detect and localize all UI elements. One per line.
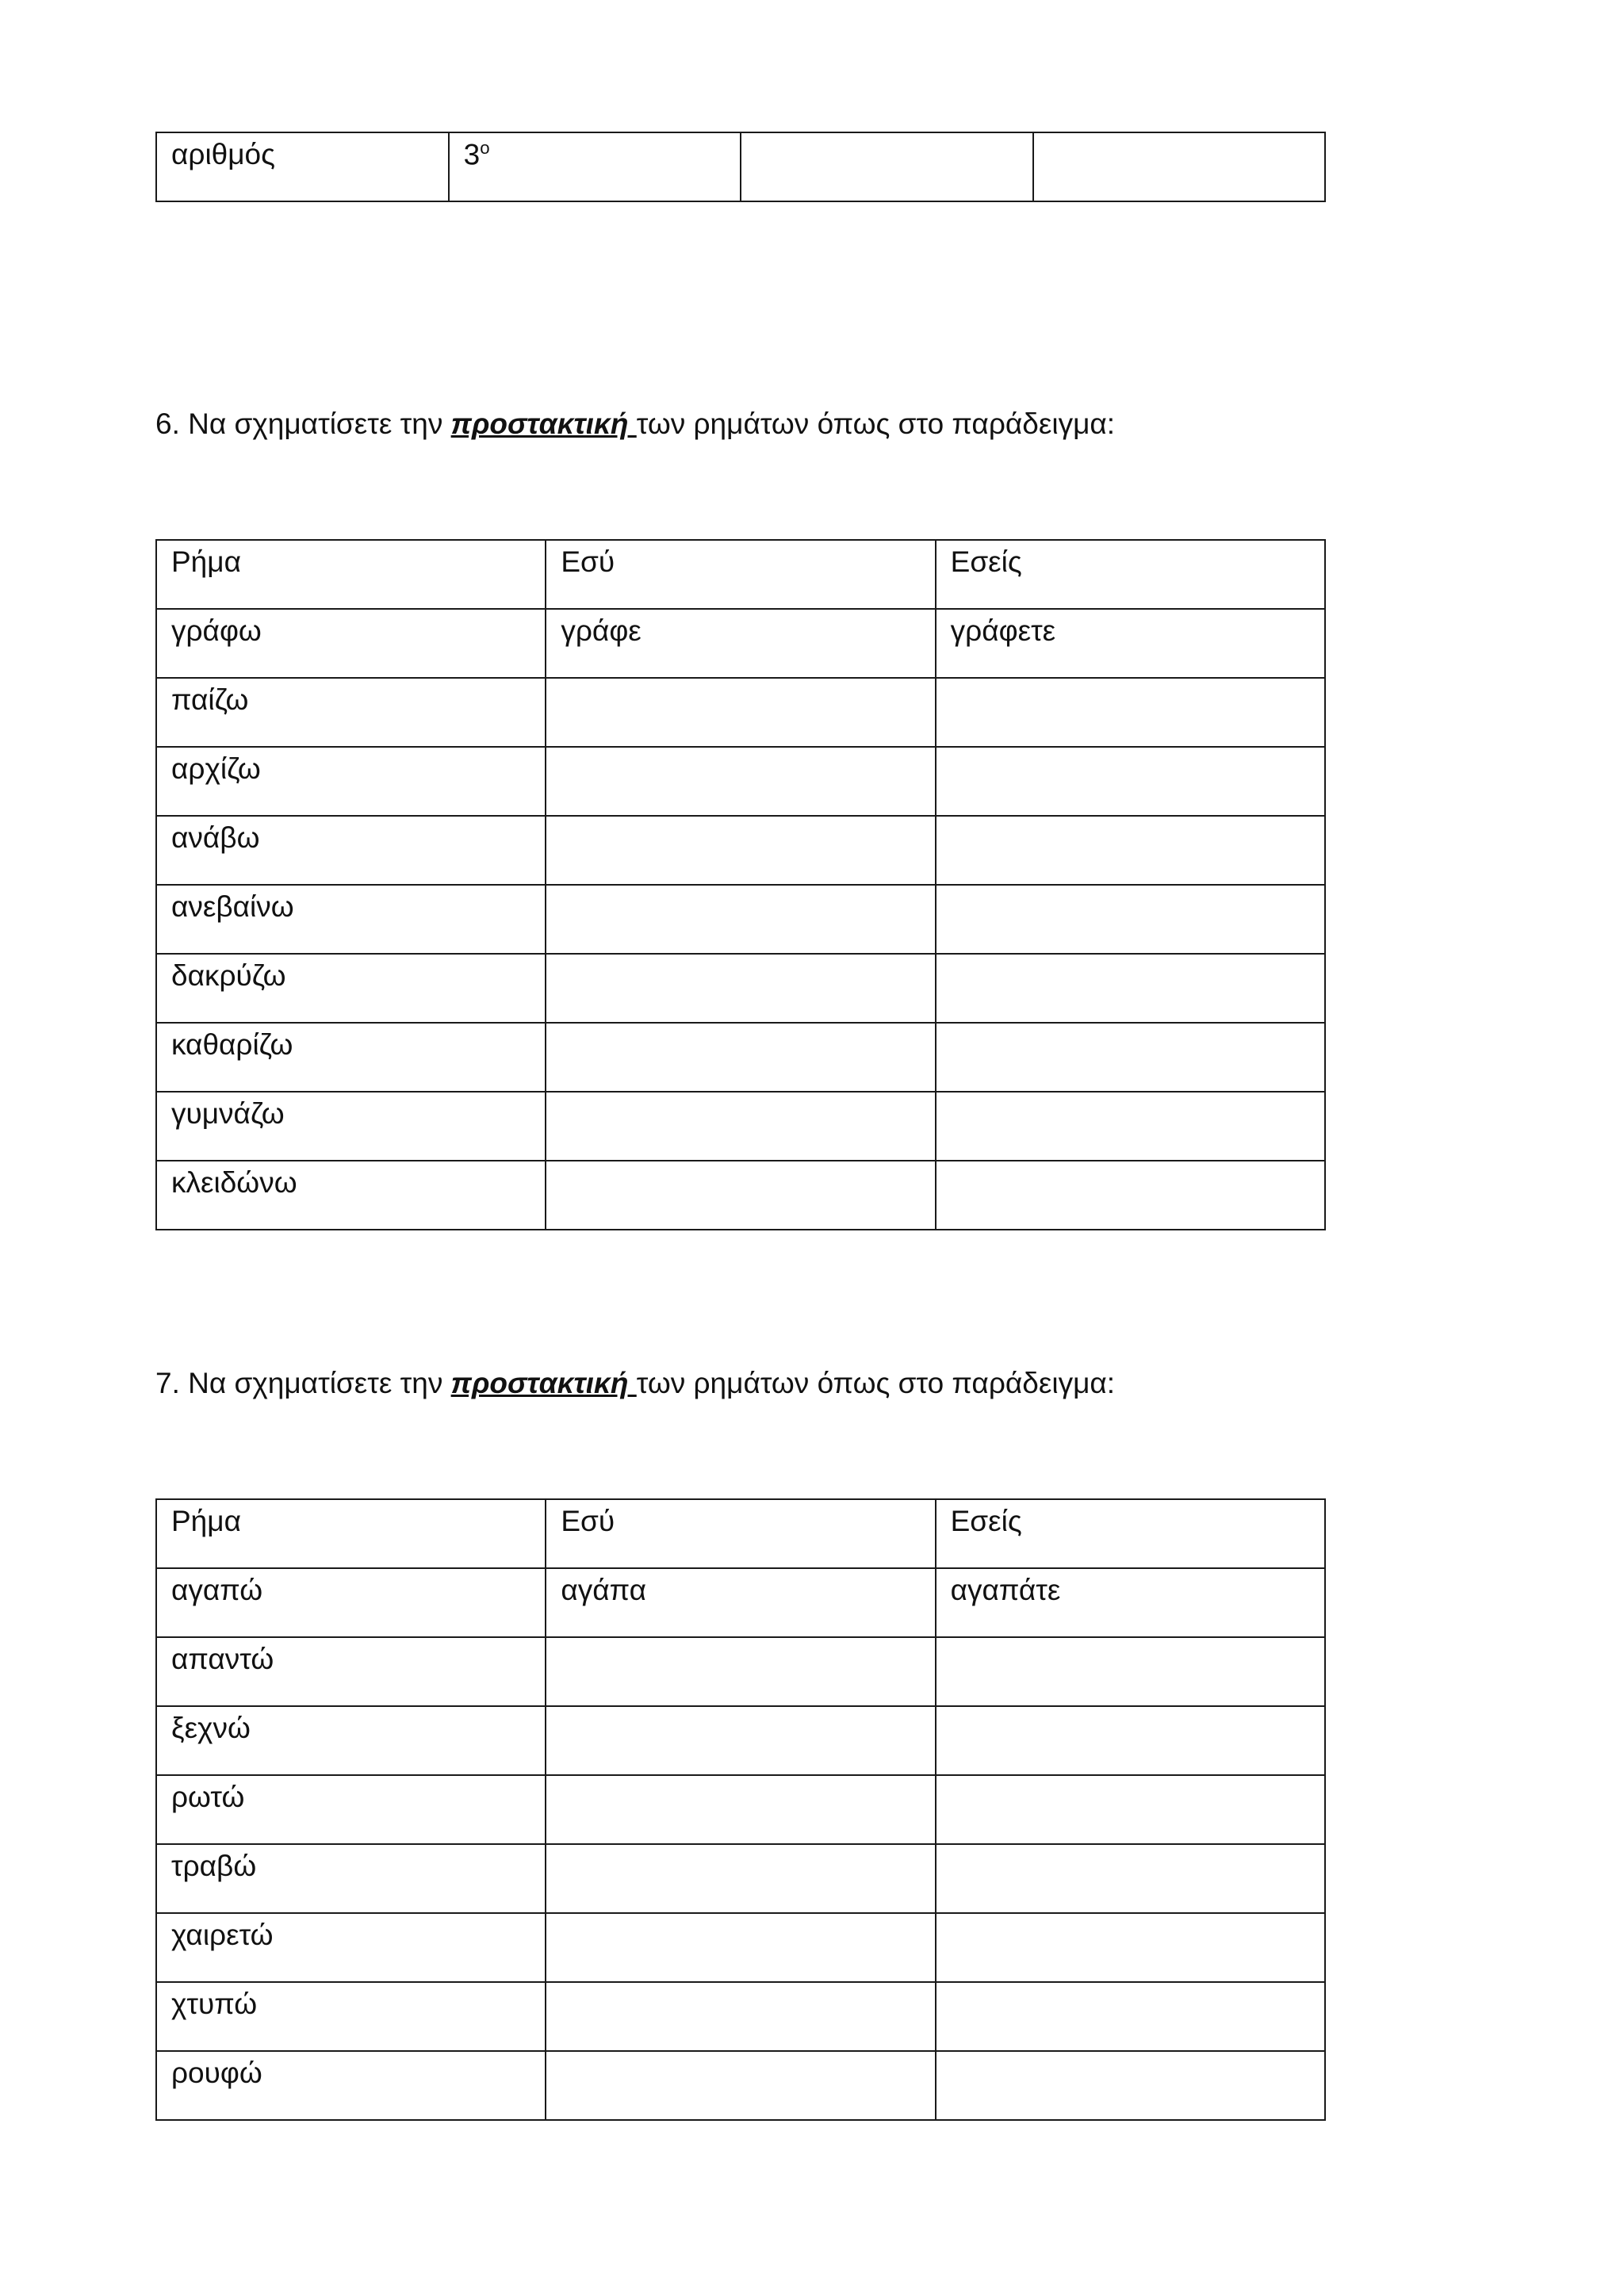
table-row [156, 1706, 1325, 1775]
answer-cell[interactable] [546, 1706, 935, 1775]
number-row-table [155, 132, 1326, 202]
answer-cell[interactable] [546, 954, 935, 1023]
answer-cell[interactable] [936, 678, 1325, 747]
verb-cell: απαντώ [156, 1637, 546, 1706]
answer-cell[interactable] [936, 816, 1325, 885]
answer-cell[interactable] [546, 1844, 935, 1913]
verb-cell: κλειδώνω [156, 1161, 546, 1230]
column-header: Εσείς [936, 1499, 1325, 1568]
answer-cell[interactable] [936, 1775, 1325, 1844]
table-cell [449, 132, 741, 201]
answer-cell[interactable] [936, 1913, 1325, 1982]
ordinal-suffix: ο [480, 138, 490, 158]
table-row [156, 1913, 1325, 1982]
instruction-text: των ρημάτων όπως στο παράδειγμα: [636, 408, 1116, 440]
answer-cell[interactable] [546, 816, 935, 885]
verb-cell: τραβώ [156, 1844, 546, 1913]
instruction-emphasis: προστακτική [450, 1367, 637, 1399]
answer-cell[interactable] [936, 1023, 1325, 1092]
answer-cell[interactable] [546, 2051, 935, 2120]
verb-cell: καθαρίζω [156, 1023, 546, 1092]
answer-cell[interactable] [936, 1706, 1325, 1775]
column-header: Ρήμα [156, 540, 546, 609]
answer-cell[interactable] [1033, 132, 1325, 201]
table-row [156, 2051, 1325, 2120]
table-header-row [156, 1499, 1325, 1568]
answer-cell[interactable] [546, 678, 935, 747]
verb-cell: ανάβω [156, 816, 546, 885]
table-row [156, 816, 1325, 885]
exercise-6-table [155, 539, 1326, 1230]
answer-cell[interactable] [936, 1161, 1325, 1230]
instruction-text: των ρημάτων όπως στο παράδειγμα: [636, 1367, 1116, 1399]
answer-cell[interactable]: γράφετε [936, 609, 1325, 678]
verb-cell: χτυπώ [156, 1982, 546, 2051]
table-row [156, 1023, 1325, 1092]
answer-cell[interactable] [546, 1982, 935, 2051]
instruction-text: 7. Να σχηματίσετε την [155, 1367, 451, 1399]
column-header: Εσείς [936, 540, 1325, 609]
table-row [156, 747, 1325, 816]
table-row [156, 678, 1325, 747]
verb-cell: γυμνάζω [156, 1092, 546, 1161]
answer-cell[interactable] [546, 1161, 935, 1230]
answer-cell[interactable] [936, 1844, 1325, 1913]
answer-cell[interactable]: αγαπάτε [936, 1568, 1325, 1637]
verb-cell: χαιρετώ [156, 1913, 546, 1982]
answer-cell[interactable] [936, 747, 1325, 816]
answer-cell[interactable] [546, 1775, 935, 1844]
answer-cell[interactable] [936, 1982, 1325, 2051]
exercise-7-table [155, 1498, 1326, 2121]
verb-cell: ρωτώ [156, 1775, 546, 1844]
table-cell: αριθμός [156, 132, 449, 201]
answer-cell[interactable] [936, 2051, 1325, 2120]
table-row [156, 1844, 1325, 1913]
answer-cell[interactable]: αγάπα [546, 1568, 935, 1637]
answer-cell[interactable] [546, 885, 935, 954]
exercise-7-instruction [155, 1368, 1115, 1398]
answer-cell[interactable] [546, 747, 935, 816]
column-header: Εσύ [546, 1499, 935, 1568]
verb-cell: αγαπώ [156, 1568, 546, 1637]
table-row [156, 132, 1325, 201]
instruction-text: 6. Να σχηματίσετε την [155, 408, 451, 440]
number-value: 3 [463, 138, 481, 171]
answer-cell[interactable] [546, 1913, 935, 1982]
table-row [156, 1161, 1325, 1230]
answer-cell[interactable] [546, 1023, 935, 1092]
answer-cell[interactable] [741, 132, 1032, 201]
column-header: Εσύ [546, 540, 935, 609]
instruction-emphasis: προστακτική [450, 408, 637, 440]
verb-cell: ανεβαίνω [156, 885, 546, 954]
verb-cell: αρχίζω [156, 747, 546, 816]
answer-cell[interactable] [546, 1092, 935, 1161]
table-row [156, 954, 1325, 1023]
answer-cell[interactable] [936, 954, 1325, 1023]
table-row [156, 1568, 1325, 1637]
table-row [156, 1092, 1325, 1161]
answer-cell[interactable] [936, 1637, 1325, 1706]
table-row [156, 885, 1325, 954]
answer-cell[interactable]: γράφε [546, 609, 935, 678]
verb-cell: παίζω [156, 678, 546, 747]
table-row [156, 1982, 1325, 2051]
table-header-row [156, 540, 1325, 609]
verb-cell: γράφω [156, 609, 546, 678]
exercise-6-instruction [155, 409, 1115, 438]
table-row [156, 1775, 1325, 1844]
table-row [156, 1637, 1325, 1706]
answer-cell[interactable] [936, 1092, 1325, 1161]
answer-cell[interactable] [546, 1637, 935, 1706]
verb-cell: δακρύζω [156, 954, 546, 1023]
verb-cell: ξεχνώ [156, 1706, 546, 1775]
verb-cell: ρουφώ [156, 2051, 546, 2120]
column-header: Ρήμα [156, 1499, 546, 1568]
answer-cell[interactable] [936, 885, 1325, 954]
table-row [156, 609, 1325, 678]
